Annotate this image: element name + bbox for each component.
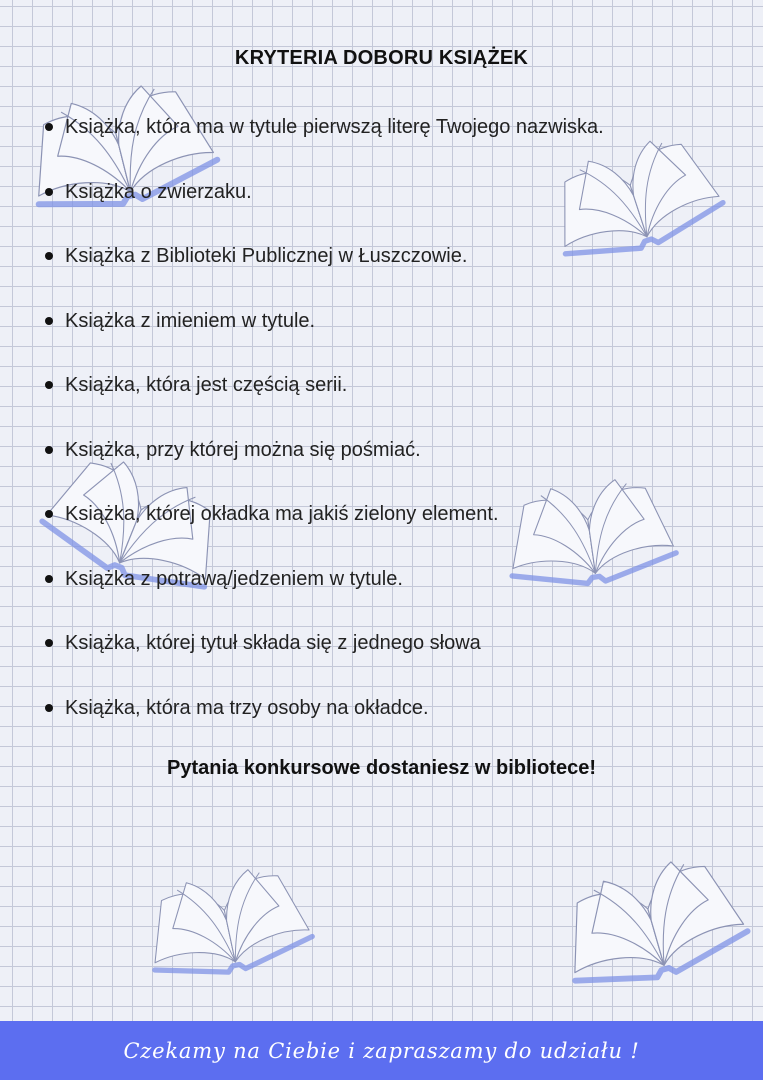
list-item-text: Książka o zwierzaku. xyxy=(65,180,252,203)
criteria-list xyxy=(40,108,740,753)
list-item xyxy=(40,173,740,238)
list-item-text: Książka, która ma w tytule pierwszą literę Twojego nazwiska. xyxy=(65,116,604,138)
list-item-text: Książka, która ma trzy osoby na okładce. xyxy=(65,696,429,719)
list-item-text: Książka, której tytuł składa się z jednego słowa xyxy=(65,632,481,654)
page-title: KRYTERIA DOBORU KSIĄŻEK xyxy=(234,47,529,69)
footer-text: Czekamy na Ciebie i zapraszamy do udziału ! xyxy=(123,1038,640,1063)
bullet-icon xyxy=(45,704,53,712)
contest-note: Pytania konkursowe dostaniesz w bibliotece! xyxy=(167,757,596,779)
bullet-icon xyxy=(45,252,53,260)
list-item xyxy=(40,431,740,496)
open-book-icon xyxy=(127,838,327,1011)
bullet-icon xyxy=(45,639,53,647)
bullet-icon xyxy=(45,510,53,518)
bullet-icon xyxy=(45,188,53,196)
footer-banner xyxy=(0,1021,763,1080)
list-item-text: Książka z imieniem w tytule. xyxy=(65,309,316,332)
list-item-text: Książka z potrawą/jedzeniem w tytule. xyxy=(65,567,403,590)
bullet-icon xyxy=(45,575,53,583)
list-item xyxy=(40,302,740,367)
list-item xyxy=(40,108,740,173)
open-book-icon xyxy=(541,836,763,1015)
bullet-icon xyxy=(45,317,53,325)
list-item xyxy=(40,495,740,560)
bullet-icon xyxy=(45,123,53,131)
list-item-text: Książka, przy której można się pośmiać. xyxy=(65,438,421,461)
list-item-text: Książka, której okładka ma jakiś zielony element. xyxy=(65,503,499,525)
bullet-icon xyxy=(45,381,53,389)
list-item xyxy=(40,366,740,431)
list-item xyxy=(40,689,740,754)
list-item xyxy=(40,237,740,302)
list-item xyxy=(40,624,740,689)
list-item-text: Książka z Biblioteki Publicznej w Łuszczowie. xyxy=(65,245,468,267)
list-item xyxy=(40,560,740,625)
list-item-text: Książka, która jest częścią serii. xyxy=(65,374,348,396)
bullet-icon xyxy=(45,446,53,454)
